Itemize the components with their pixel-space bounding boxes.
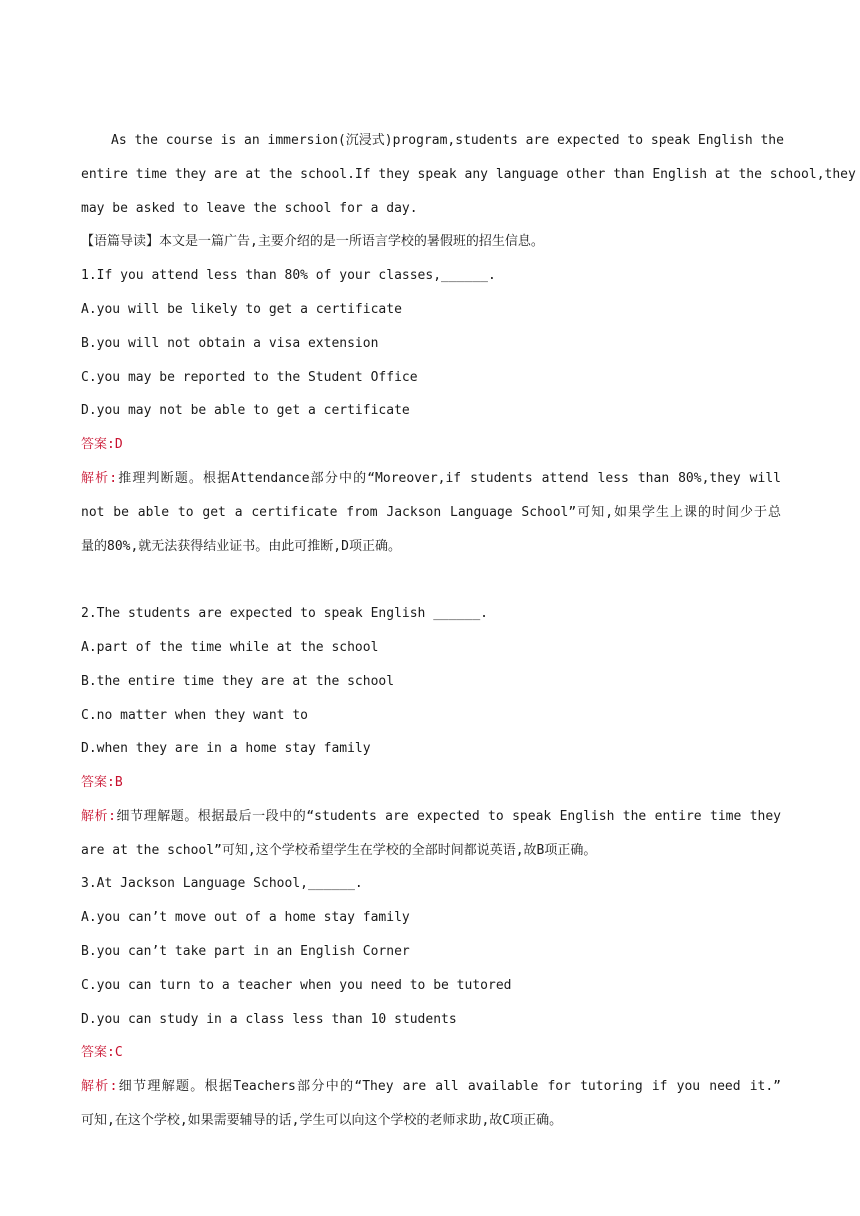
passage-line-2: entire time they are at the school.If they speak any language other than English at the school,they bbox=[81, 167, 856, 182]
answer-label: 答案: bbox=[81, 775, 115, 790]
question-2-answer bbox=[81, 775, 781, 791]
passage-line-3: may be asked to leave the school for a day. bbox=[81, 201, 418, 216]
question-1-option-d: D.you may not be able to get a certificate bbox=[81, 403, 410, 418]
question-2-analysis-line-2: are at the school”可知,这个学校希望学生在学校的全部时间都说英语,故B项正确。 bbox=[81, 843, 597, 858]
answer-value: B bbox=[114, 775, 123, 790]
question-3-analysis-line-2: 可知,在这个学校,如果需要辅导的话,学生可以向这个学校的老师求助,故C项正确。 bbox=[81, 1113, 563, 1128]
question-2-option-b: B.the entire time they are at the school bbox=[81, 674, 395, 689]
passage-guide: 【语篇导读】本文是一篇广告,主要介绍的是一所语言学校的暑假班的招生信息。 bbox=[81, 234, 544, 249]
analysis-text: 推理判断题。根据Attendance部分中的“Moreover,if students attend less than 80%,they will bbox=[117, 471, 781, 486]
question-2-option-c: C.no matter when they want to bbox=[81, 708, 308, 723]
question-3-option-a: A.you can’t move out of a home stay family bbox=[81, 910, 410, 925]
answer-value: D bbox=[114, 437, 123, 452]
question-3-option-b: B.you can’t take part in an English Corner bbox=[81, 944, 410, 959]
question-3-option-c: C.you can turn to a teacher when you need to be tutored bbox=[81, 978, 512, 993]
question-3-answer bbox=[81, 1045, 781, 1061]
question-3-analysis-line-1 bbox=[81, 1079, 781, 1095]
question-2-option-a: A.part of the time while at the school bbox=[81, 640, 379, 655]
question-2-option-d: D.when they are in a home stay family bbox=[81, 741, 371, 756]
analysis-label: 解析: bbox=[81, 1079, 118, 1094]
question-1-option-c: C.you may be reported to the Student Office bbox=[81, 370, 418, 385]
analysis-label: 解析: bbox=[81, 471, 118, 486]
question-1-analysis-line-3: 量的80%,就无法获得结业证书。由此可推断,D项正确。 bbox=[81, 539, 401, 554]
question-1-stem: 1.If you attend less than 80% of your classes,______. bbox=[81, 268, 496, 283]
question-1-option-b: B.you will not obtain a visa extension bbox=[81, 336, 379, 351]
analysis-text: 细节理解题。根据最后一段中的“students are expected to speak English the entire time they bbox=[115, 809, 781, 824]
question-3-stem: 3.At Jackson Language School,______. bbox=[81, 876, 363, 891]
question-1-analysis-line-1 bbox=[81, 471, 781, 487]
answer-label: 答案: bbox=[81, 1045, 115, 1060]
question-1-answer bbox=[81, 437, 781, 453]
answer-value: C bbox=[114, 1045, 123, 1060]
question-2-analysis-line-1 bbox=[81, 809, 781, 825]
passage-line-1: As the course is an immersion(沉浸式)program,students are expected to speak English the bbox=[111, 133, 784, 148]
question-3-option-d: D.you can study in a class less than 10 students bbox=[81, 1012, 457, 1027]
analysis-label: 解析: bbox=[81, 809, 116, 824]
answer-label: 答案: bbox=[81, 437, 115, 452]
question-2-stem: 2.The students are expected to speak English ______. bbox=[81, 606, 488, 621]
question-1-analysis-line-2: not be able to get a certificate from Jackson Language School”可知,如果学生上课的时间少于总 bbox=[81, 505, 781, 520]
question-1-option-a: A.you will be likely to get a certificate bbox=[81, 302, 402, 317]
analysis-text: 细节理解题。根据Teachers部分中的“They are all available for tutoring if you need it.” bbox=[117, 1079, 781, 1094]
